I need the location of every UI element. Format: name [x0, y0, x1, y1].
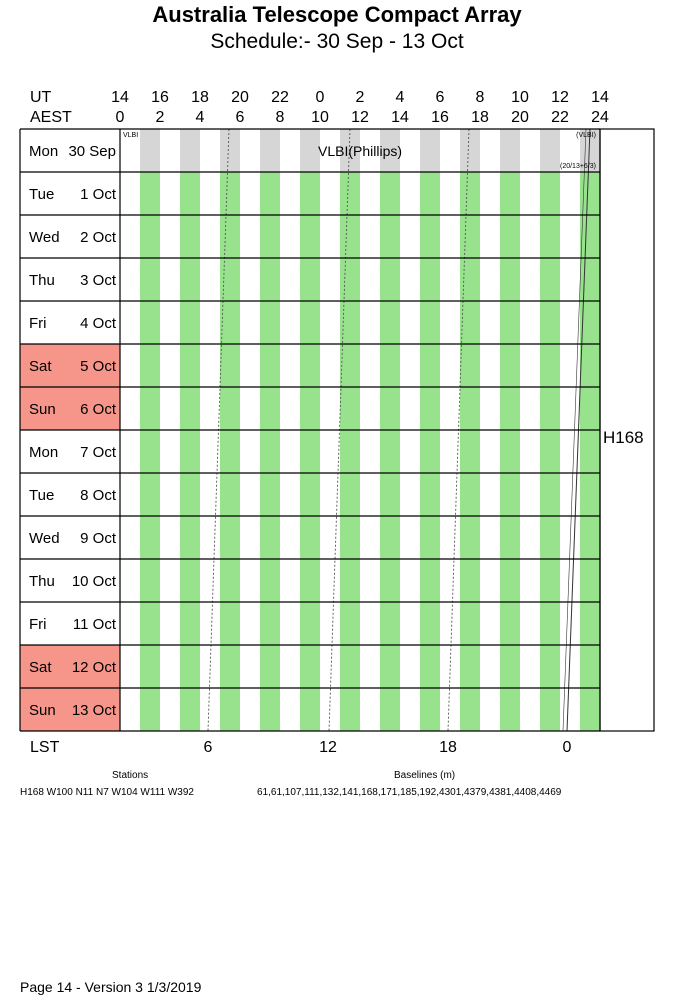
free-hour-stripe: [540, 301, 560, 344]
date-label: 6 Oct: [80, 401, 116, 418]
free-hour-stripe: [300, 215, 320, 258]
page-title: Australia Telescope Compact Array: [152, 2, 522, 27]
free-hour-stripe: [260, 215, 280, 258]
page-footer: Page 14 - Version 3 1/3/2019: [20, 979, 202, 995]
free-hour-stripe: [260, 645, 280, 688]
free-hour-stripe: [180, 258, 200, 301]
ut-tick-label: 18: [191, 89, 209, 106]
day-of-week-label: Sat: [29, 659, 52, 676]
aest-tick-label: 20: [511, 109, 529, 126]
ut-tick-label: 6: [435, 89, 445, 106]
day-of-week-label: Sun: [29, 401, 56, 418]
free-hour-stripe: [180, 473, 200, 516]
free-hour-stripe: [540, 559, 560, 602]
baselines-list: 61,61,107,111,132,141,168,171,185,192,4301,4379,4381,4408,4469: [257, 787, 562, 798]
free-hour-stripe: [140, 387, 160, 430]
free-hour-stripe: [340, 602, 360, 645]
free-hour-stripe: [420, 473, 440, 516]
free-hour-stripe: [300, 344, 320, 387]
free-hour-stripe: [420, 301, 440, 344]
free-hour-stripe: [180, 301, 200, 344]
ut-tick-label: 14: [591, 89, 609, 106]
free-hour-stripe: [340, 344, 360, 387]
date-label: 5 Oct: [80, 358, 116, 375]
free-hour-stripe: [500, 559, 520, 602]
free-hour-stripe: [300, 301, 320, 344]
free-hour-stripe: [460, 473, 480, 516]
day-of-week-label: Mon: [29, 444, 59, 461]
free-hour-stripe: [140, 645, 160, 688]
free-hour-stripe: [500, 258, 520, 301]
free-hour-stripe: [340, 172, 360, 215]
free-hour-stripe: [380, 559, 400, 602]
free-hour-stripe: [220, 688, 240, 731]
free-hour-stripe: [540, 473, 560, 516]
free-hour-stripe: [260, 602, 280, 645]
aest-tick-label: 6: [235, 109, 245, 126]
free-hour-stripe: [180, 516, 200, 559]
lst-tick-label: 12: [319, 739, 337, 756]
free-hour-stripe: [420, 559, 440, 602]
free-hour-stripe: [260, 559, 280, 602]
free-hour-stripe: [540, 215, 560, 258]
free-hour-stripe: [460, 301, 480, 344]
booked-hour-stripe: [540, 129, 560, 172]
free-hour-stripe: [140, 516, 160, 559]
free-hour-stripe: [420, 172, 440, 215]
free-hour-stripe: [540, 516, 560, 559]
free-hour-stripe: [580, 473, 600, 516]
day-of-week-label: Sun: [29, 702, 56, 719]
free-hour-stripe: [180, 387, 200, 430]
free-hour-stripe: [140, 172, 160, 215]
date-label: 3 Oct: [80, 272, 116, 289]
date-label: 8 Oct: [80, 487, 116, 504]
free-hour-stripe: [420, 602, 440, 645]
free-hour-stripe: [220, 301, 240, 344]
date-label: 30 Sep: [68, 143, 116, 160]
free-hour-stripe: [260, 344, 280, 387]
free-hour-stripe: [500, 473, 520, 516]
ut-tick-label: 2: [355, 89, 365, 106]
free-hour-stripe: [220, 645, 240, 688]
free-hour-stripe: [300, 473, 320, 516]
day-of-week-label: Thu: [29, 272, 55, 289]
date-label: 1 Oct: [80, 186, 116, 203]
free-hour-stripe: [500, 516, 520, 559]
free-hour-stripe: [260, 301, 280, 344]
day-of-week-label: Mon: [29, 143, 59, 160]
free-hour-stripe: [580, 430, 600, 473]
free-hour-stripe: [340, 473, 360, 516]
free-hour-stripe: [500, 172, 520, 215]
free-hour-stripe: [340, 430, 360, 473]
free-hour-stripe: [260, 473, 280, 516]
free-hour-stripe: [220, 473, 240, 516]
free-hour-stripe: [460, 172, 480, 215]
day-of-week-label: Tue: [29, 487, 55, 504]
date-label: 12 Oct: [71, 659, 116, 676]
lst-tick-label: 6: [203, 739, 213, 756]
free-hour-stripe: [420, 344, 440, 387]
free-hour-stripe: [220, 387, 240, 430]
free-hour-stripe: [580, 559, 600, 602]
free-hour-stripe: [300, 559, 320, 602]
aest-tick-label: 22: [551, 109, 569, 126]
free-hour-stripe: [500, 301, 520, 344]
free-hour-stripe: [300, 172, 320, 215]
free-hour-stripe: [580, 387, 600, 430]
aest-tick-label: 16: [431, 109, 449, 126]
free-hour-stripe: [340, 215, 360, 258]
day-of-week-label: Fri: [29, 616, 47, 633]
free-hour-stripe: [260, 387, 280, 430]
free-hour-stripe: [540, 172, 560, 215]
free-hour-stripe: [180, 430, 200, 473]
free-hour-stripe: [420, 215, 440, 258]
free-hour-stripe: [380, 301, 400, 344]
free-hour-stripe: [460, 688, 480, 731]
free-hour-stripe: [140, 215, 160, 258]
page-subtitle: Schedule:- 30 Sep - 13 Oct: [210, 30, 464, 53]
free-hour-stripe: [140, 344, 160, 387]
day-of-week-label: Wed: [29, 530, 60, 547]
free-hour-stripe: [180, 602, 200, 645]
booked-hour-stripe: [220, 129, 240, 172]
free-hour-stripe: [180, 559, 200, 602]
free-hour-stripe: [580, 516, 600, 559]
free-hour-stripe: [180, 688, 200, 731]
free-hour-stripe: [540, 602, 560, 645]
free-hour-stripe: [220, 516, 240, 559]
free-hour-stripe: [300, 645, 320, 688]
free-hour-stripe: [580, 688, 600, 731]
aest-tick-label: 24: [591, 109, 609, 126]
free-hour-stripe: [140, 473, 160, 516]
free-hour-stripe: [260, 516, 280, 559]
lst-tick-label: 18: [439, 739, 457, 756]
booked-hour-stripe: [460, 129, 480, 172]
booking-end-tag: (VLBI): [576, 132, 596, 139]
free-hour-stripe: [180, 344, 200, 387]
free-hour-stripe: [380, 473, 400, 516]
free-hour-stripe: [380, 602, 400, 645]
aest-tick-label: 0: [115, 109, 125, 126]
free-hour-stripe: [180, 172, 200, 215]
booked-hour-stripe: [180, 129, 200, 172]
free-hour-stripe: [500, 344, 520, 387]
aest-tick-label: 12: [351, 109, 369, 126]
free-hour-stripe: [500, 387, 520, 430]
free-hour-stripe: [460, 602, 480, 645]
free-hour-stripe: [540, 430, 560, 473]
free-hour-stripe: [180, 215, 200, 258]
booked-hour-stripe: [500, 129, 520, 172]
free-hour-stripe: [260, 258, 280, 301]
free-hour-stripe: [220, 172, 240, 215]
aest-tick-label: 2: [155, 109, 165, 126]
free-hour-stripe: [460, 559, 480, 602]
free-hour-stripe: [260, 688, 280, 731]
free-hour-stripe: [340, 516, 360, 559]
date-label: 9 Oct: [80, 530, 116, 547]
free-hour-stripe: [460, 215, 480, 258]
ut-tick-label: 16: [151, 89, 169, 106]
ut-tick-label: 8: [475, 89, 485, 106]
free-hour-stripe: [140, 602, 160, 645]
free-hour-stripe: [340, 258, 360, 301]
free-hour-stripe: [260, 430, 280, 473]
free-hour-stripe: [220, 215, 240, 258]
free-hour-stripe: [380, 258, 400, 301]
free-hour-stripe: [420, 430, 440, 473]
day-of-week-label: Wed: [29, 229, 60, 246]
stations-list: H168 W100 N11 N7 W104 W111 W392: [20, 787, 194, 798]
free-hour-stripe: [460, 645, 480, 688]
aest-tick-label: 14: [391, 109, 409, 126]
ut-axis-label: UT: [30, 89, 52, 106]
lst-axis-label: LST: [30, 739, 60, 756]
free-hour-stripe: [340, 387, 360, 430]
date-label: 11 Oct: [72, 616, 116, 633]
date-label: 7 Oct: [80, 444, 116, 461]
free-hour-stripe: [460, 387, 480, 430]
date-label: 4 Oct: [80, 315, 116, 332]
booked-hour-stripe: [260, 129, 280, 172]
baselines-heading: Baselines (m): [394, 770, 456, 781]
lst-tick-label: 0: [562, 739, 572, 756]
free-hour-stripe: [500, 430, 520, 473]
free-hour-stripe: [180, 645, 200, 688]
free-hour-stripe: [540, 645, 560, 688]
free-hour-stripe: [420, 645, 440, 688]
day-of-week-label: Thu: [29, 573, 55, 590]
free-hour-stripe: [500, 215, 520, 258]
ut-tick-label: 0: [315, 89, 325, 106]
free-hour-stripe: [460, 516, 480, 559]
booking-project-tag: (20/13+6/3): [560, 163, 596, 170]
ut-tick-label: 10: [511, 89, 529, 106]
free-hour-stripe: [340, 645, 360, 688]
free-hour-stripe: [380, 688, 400, 731]
day-of-week-label: Sat: [29, 358, 52, 375]
free-hour-stripe: [540, 258, 560, 301]
free-hour-stripe: [300, 258, 320, 301]
free-hour-stripe: [140, 559, 160, 602]
free-hour-stripe: [380, 172, 400, 215]
free-hour-stripe: [300, 688, 320, 731]
free-hour-stripe: [580, 215, 600, 258]
free-hour-stripe: [500, 645, 520, 688]
date-label: 10 Oct: [71, 573, 116, 590]
free-hour-stripe: [300, 430, 320, 473]
free-hour-stripe: [260, 172, 280, 215]
aest-tick-label: 18: [471, 109, 489, 126]
ut-tick-label: 20: [231, 89, 249, 106]
free-hour-stripe: [220, 602, 240, 645]
free-hour-stripe: [580, 344, 600, 387]
free-hour-stripe: [340, 688, 360, 731]
booked-hour-stripe: [420, 129, 440, 172]
day-of-week-label: Tue: [29, 186, 55, 203]
ut-tick-label: 4: [395, 89, 405, 106]
aest-axis-label: AEST: [30, 109, 72, 126]
free-hour-stripe: [420, 387, 440, 430]
free-hour-stripe: [460, 430, 480, 473]
free-hour-stripe: [220, 344, 240, 387]
free-hour-stripe: [580, 645, 600, 688]
free-hour-stripe: [380, 215, 400, 258]
aest-tick-label: 10: [311, 109, 329, 126]
free-hour-stripe: [340, 559, 360, 602]
free-hour-stripe: [300, 516, 320, 559]
free-hour-stripe: [300, 387, 320, 430]
free-hour-stripe: [140, 301, 160, 344]
free-hour-stripe: [380, 645, 400, 688]
free-hour-stripe: [500, 602, 520, 645]
aest-tick-label: 4: [195, 109, 205, 126]
free-hour-stripe: [380, 430, 400, 473]
free-hour-stripe: [220, 559, 240, 602]
free-hour-stripe: [140, 430, 160, 473]
free-hour-stripe: [140, 688, 160, 731]
ut-tick-label: 12: [551, 89, 569, 106]
day-of-week-label: Fri: [29, 315, 47, 332]
free-hour-stripe: [540, 387, 560, 430]
aest-tick-label: 8: [275, 109, 285, 126]
free-hour-stripe: [380, 344, 400, 387]
booking-start-tag: VLBI: [123, 132, 139, 139]
free-hour-stripe: [540, 344, 560, 387]
free-hour-stripe: [380, 387, 400, 430]
free-hour-stripe: [420, 258, 440, 301]
free-hour-stripe: [220, 430, 240, 473]
free-hour-stripe: [540, 688, 560, 731]
free-hour-stripe: [580, 258, 600, 301]
booked-hour-stripe: [140, 129, 160, 172]
free-hour-stripe: [460, 344, 480, 387]
ut-tick-label: 14: [111, 89, 129, 106]
booking-label: VLBI(Phillips): [317, 143, 403, 159]
free-hour-stripe: [420, 688, 440, 731]
date-label: 13 Oct: [71, 702, 116, 719]
free-hour-stripe: [580, 602, 600, 645]
stations-heading: Stations: [112, 770, 149, 781]
date-label: 2 Oct: [80, 229, 116, 246]
free-hour-stripe: [140, 258, 160, 301]
free-hour-stripe: [300, 602, 320, 645]
array-config-label: H168: [603, 428, 644, 447]
ut-tick-label: 22: [271, 89, 289, 106]
free-hour-stripe: [420, 516, 440, 559]
free-hour-stripe: [500, 688, 520, 731]
free-hour-stripe: [380, 516, 400, 559]
